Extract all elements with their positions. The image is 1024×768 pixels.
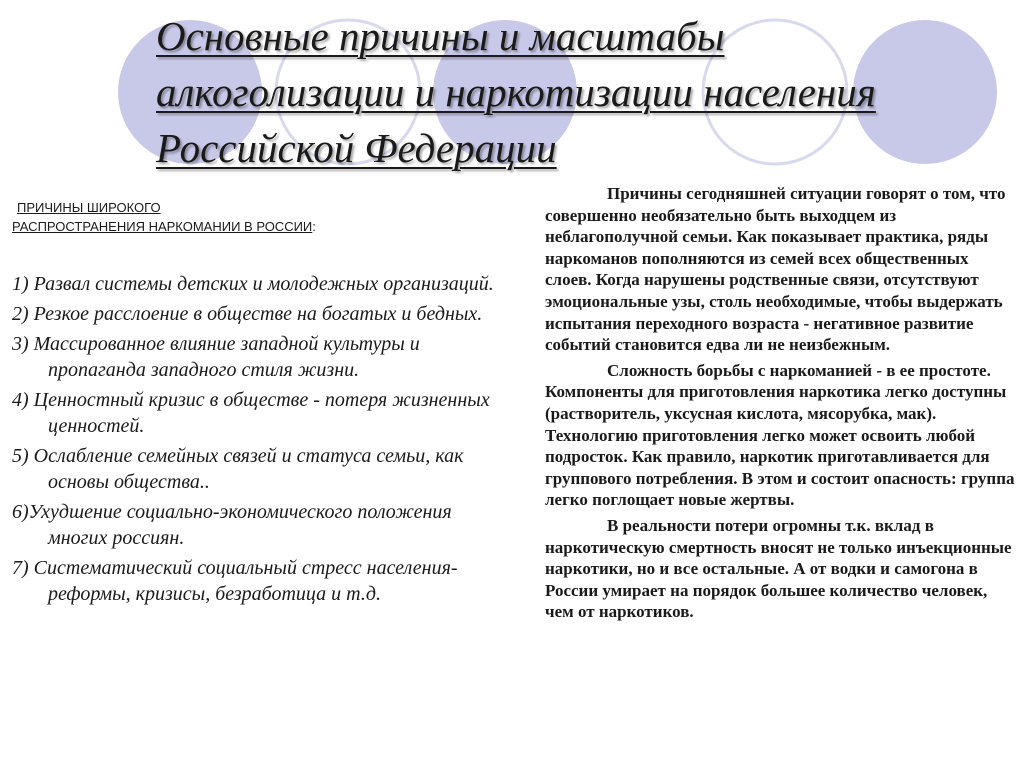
list-item: 2) Резкое расслоение в обществе на богатых и бедных. xyxy=(12,303,483,325)
causes-list xyxy=(12,271,502,611)
list-item: 3) Массированное влияние западной культуры и пропаганда западного стиля жизни. xyxy=(12,333,420,381)
list-item: 5) Ослабление семейных связей и статуса семьи, как основы общества.. xyxy=(12,445,464,493)
paragraph: В реальности потери огромны т.к. вклад в наркотическую смертность вносят не только инъекционные наркотики, но и все остальные. А от водки и самогона в России умирает на порядок большее количество человек, чем от наркотиков. xyxy=(545,515,1012,622)
page-title xyxy=(156,8,996,176)
situation-text xyxy=(545,183,1015,627)
list-item: 1) Развал системы детских и молодежных организаций. xyxy=(12,273,494,295)
list-item: 7) Систематический социальный стресс населения-реформы, кризисы, безработица и т.д. xyxy=(12,557,458,605)
title-line: алкоголизации и наркотизации населения xyxy=(156,69,876,115)
paragraph: Сложность борьбы с наркоманией - в ее простоте. Компоненты для приготовления наркотика легко доступны (растворитель, уксусная кислота, мясорубка, мак). Технологию приготовления легко может освоить любой подросток. Как правило, наркотик приготавливается для группового потребления. В этом и состоит опасность: группа легко поглощает новые жертвы. xyxy=(545,360,1015,510)
list-item: 4) Ценностный кризис в обществе - потеря жизненных ценностей. xyxy=(12,389,490,437)
causes-heading-line1: ПРИЧИНЫ ШИРОКОГО xyxy=(17,200,161,215)
title-line: Российской Федерации xyxy=(156,125,557,171)
list-item: 6)Ухудшение социально-экономического положения многих россиян. xyxy=(12,501,452,549)
title-line: Основные причины и масштабы xyxy=(156,13,725,59)
causes-heading-line2: РАСПРОСТРАНЕНИЯ НАРКОМАНИИ В РОССИИ xyxy=(12,219,313,234)
causes-heading xyxy=(12,198,452,236)
paragraph: Причины сегодняшней ситуации говорят о том, что совершенно необязательно быть выходцем из неблагополучной семьи. Как показывает практика, ряды наркоманов пополняются из семей всех общественных слоев. Когда нарушены родственные связи, отсутствуют эмоциональные узы, столь необходимые, чтобы выдержать испытания переходного возраста - негативное развитие событий становится едва ли не неизбежным. xyxy=(545,184,1006,355)
causes-heading-colon: : xyxy=(312,219,316,234)
